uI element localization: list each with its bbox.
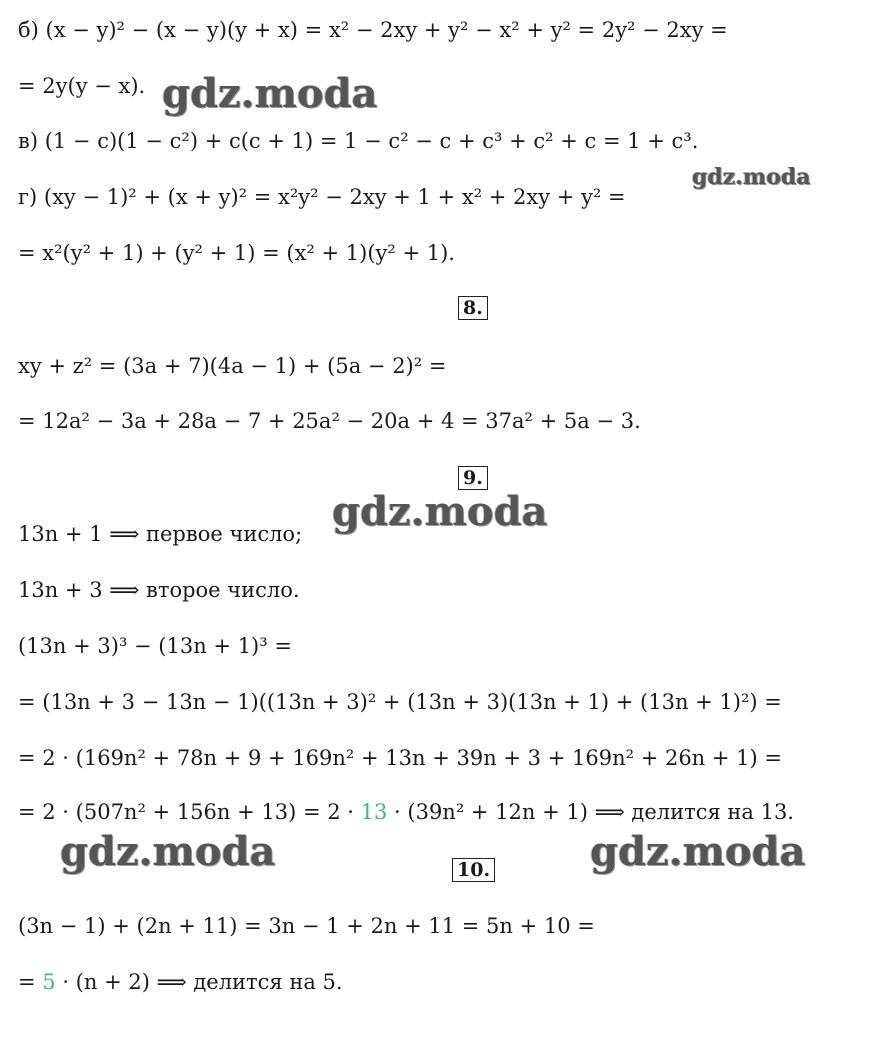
watermark-logo: gdz.moda (332, 488, 548, 535)
highlight-5: 5 (42, 970, 56, 994)
highlight-13: 13 (360, 800, 388, 824)
problem-number-9: 9. (458, 466, 488, 490)
text-line-b-2: = 2y(y − x). (18, 74, 146, 98)
text-line-8-1: xy + z² = (3a + 7)(4a − 1) + (5a − 2)² = (18, 354, 447, 378)
watermark-logo: gdz.moda (162, 70, 378, 117)
text-line-g-2: = x²(y² + 1) + (y² + 1) = (x² + 1)(y² + 1). (18, 241, 455, 265)
problem-number-8: 8. (458, 296, 488, 320)
text-line-10-2: = 5 · (n + 2) ⟹ делится на 5. (18, 970, 343, 994)
text-line-9-4: = (13n + 3 − 13n − 1)((13n + 3)² + (13n + 3)(13n + 1) + (13n + 1)²) = (18, 690, 782, 714)
watermark-logo: gdz.moda (692, 164, 811, 190)
text-line-b-1: б) (x − y)² − (x − y)(y + x) = x² − 2xy + y² − x² + y² = 2y² − 2xy = (18, 18, 728, 42)
text-line-9-6: = 2 · (507n² + 156n + 13) = 2 · 13 · (39n² + 12n + 1) ⟹ делится на 13. (18, 800, 794, 824)
text-line-8-2: = 12a² − 3a + 28a − 7 + 25a² − 20a + 4 = 37a² + 5a − 3. (18, 409, 641, 433)
text-line-10-1: (3n − 1) + (2n + 11) = 3n − 1 + 2n + 11 = 5n + 10 = (18, 914, 595, 938)
text-line-9-1: 13n + 1 ⟹ первое число; (18, 522, 303, 546)
watermark-logo: gdz.moda (60, 828, 276, 875)
text-line-v: в) (1 − c)(1 − c²) + c(c + 1) = 1 − c² − c + c³ + c² + c = 1 + c³. (18, 129, 699, 153)
text-line-9-3: (13n + 3)³ − (13n + 1)³ = (18, 634, 292, 658)
text-line-9-2: 13n + 3 ⟹ второе число. (18, 578, 300, 602)
watermark-logo: gdz.moda (590, 828, 806, 875)
problem-number-10: 10. (452, 858, 495, 882)
text-line-9-5: = 2 · (169n² + 78n + 9 + 169n² + 13n + 39n + 3 + 169n² + 26n + 1) = (18, 746, 782, 770)
text-line-g-1: г) (xy − 1)² + (x + y)² = x²y² − 2xy + 1 + x² + 2xy + y² = (18, 185, 626, 209)
